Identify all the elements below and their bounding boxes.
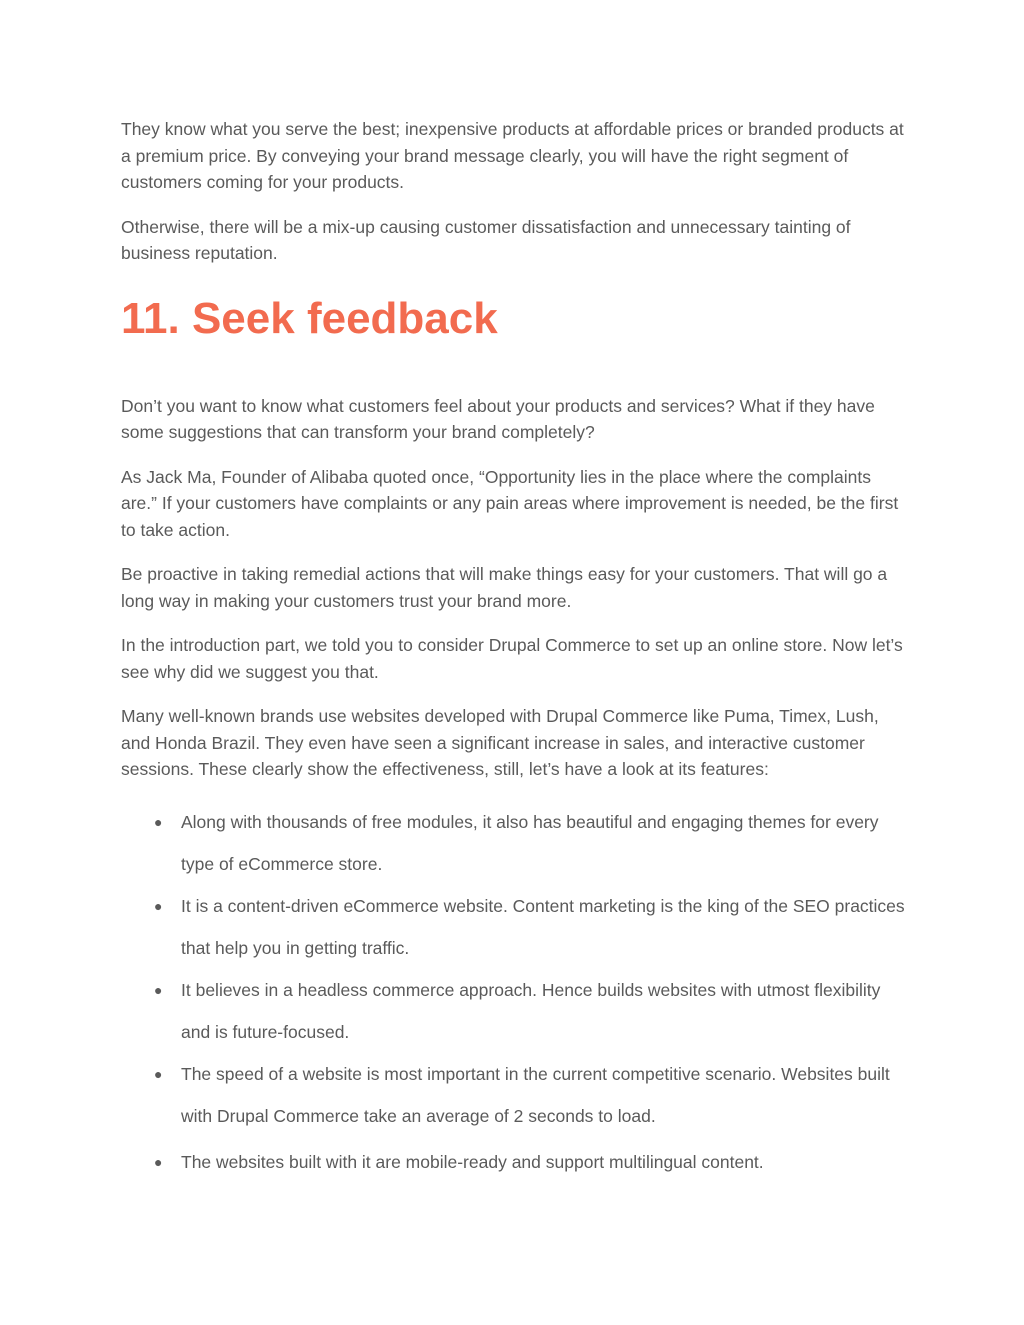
list-item [121, 885, 911, 969]
document-page [121, 116, 911, 1183]
list-item-text: Along with thousands of free modules, it also has beautiful and engaging themes for every type of eCommerce store. [181, 811, 879, 874]
list-item-text: The speed of a website is most important in the current competitive scenario. Websites built with Drupal Commerce take an average of 2 seconds to load. [181, 1063, 890, 1126]
list-item-text: It is a content-driven eCommerce website. Content marketing is the king of the SEO practices that help you in getting traffic. [181, 895, 905, 958]
body-paragraph-3: Be proactive in taking remedial actions that will make things easy for your customers. That will go a long way in making your customers trust your brand more. [121, 564, 888, 611]
body-paragraph-5: Many well-known brands use websites developed with Drupal Commerce like Puma, Timex, Lush, and Honda Brazil. They even have seen a significant increase in sales, and interactive customer sessions. These clearly show the effectiveness, still, let’s have a look at its features: [121, 706, 879, 779]
body-paragraph-2: As Jack Ma, Founder of Alibaba quoted once, “Opportunity lies in the place where the complaints are.” If your customers have complaints or any pain areas where improvement is needed, be the first to take action. [121, 466, 899, 540]
intro-paragraph-2: Otherwise, there will be a mix-up causing customer dissatisfaction and unnecessary tainting of business reputation. [121, 216, 851, 263]
list-item [121, 801, 911, 885]
intro-paragraph-1: They know what you serve the best; inexpensive products at affordable prices or branded products at a premium price. By conveying your brand message clearly, you will have the right segment of customers coming for your products. [121, 119, 904, 192]
section-heading: 11. Seek feedback [121, 293, 498, 343]
features-list [121, 801, 911, 1183]
list-item-text: It believes in a headless commerce approach. Hence builds websites with utmost flexibility and is future-focused. [181, 979, 881, 1042]
list-item [121, 1053, 911, 1137]
list-item [121, 969, 911, 1053]
bullet-icon: ● [154, 1065, 163, 1082]
bullet-icon: ● [154, 981, 163, 998]
list-item [121, 1141, 911, 1183]
body-paragraph-4: In the introduction part, we told you to consider Drupal Commerce to set up an online store. Now let’s see why did we suggest you that. [121, 635, 903, 682]
bullet-icon: ● [154, 1153, 163, 1170]
bullet-icon: ● [154, 813, 163, 830]
list-item-text: The websites built with it are mobile-ready and support multilingual content. [181, 1151, 764, 1172]
bullet-icon: ● [154, 897, 163, 914]
body-paragraph-1: Don’t you want to know what customers feel about your products and services? What if they have some suggestions that can transform your brand completely? [121, 395, 875, 442]
